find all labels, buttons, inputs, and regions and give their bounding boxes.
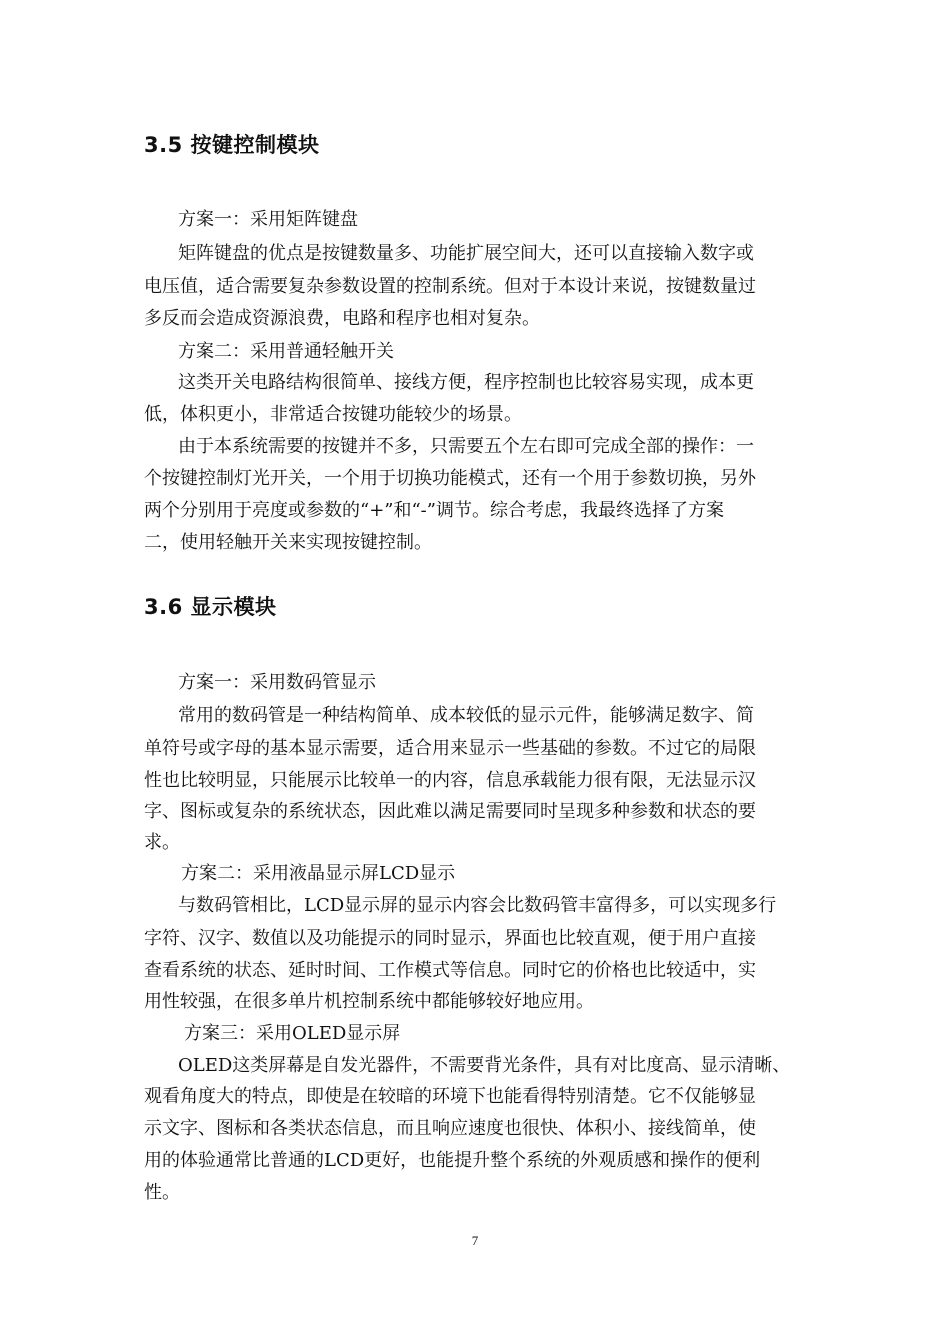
paragraph-line: 性。	[144, 1182, 180, 1203]
paragraph-line: 低，体积更小，非常适合按键功能较少的场景。	[144, 404, 522, 425]
scheme-label: 方案二：采用普通轻触开关	[178, 341, 394, 362]
scheme-label: 方案三：采用OLED显示屏	[184, 1023, 401, 1044]
paragraph-line: 二，使用轻触开关来实现按键控制。	[144, 532, 432, 553]
paragraph-line: 用的体验通常比普通的LCD更好，也能提升整个系统的外观质感和操作的便利	[144, 1150, 761, 1171]
paragraph-line: 示文字、图标和各类状态信息，而且响应速度也很快、体积小、接线简单，使	[144, 1118, 756, 1139]
paragraph-line: 这类开关电路结构很简单、接线方便，程序控制也比较容易实现，成本更	[178, 372, 754, 393]
paragraph-line: 多反而会造成资源浪费，电路和程序也相对复杂。	[144, 308, 540, 329]
paragraph-line: 字、图标或复杂的系统状态，因此难以满足需要同时呈现多种参数和状态的要	[144, 801, 756, 822]
paragraph-line: 字符、汉字、数值以及功能提示的同时显示，界面也比较直观，便于用户直接	[144, 928, 756, 949]
paragraph-line: 矩阵键盘的优点是按键数量多、功能扩展空间大，还可以直接输入数字或	[178, 243, 754, 264]
paragraph-line: 与数码管相比，LCD显示屏的显示内容会比数码管丰富得多，可以实现多行	[178, 895, 777, 916]
scheme-label: 方案一：采用矩阵键盘	[178, 209, 358, 230]
paragraph-line: 用性较强，在很多单片机控制系统中都能够较好地应用。	[144, 991, 594, 1012]
scheme-label: 方案一：采用数码管显示	[178, 672, 376, 693]
paragraph-line: 求。	[144, 832, 180, 853]
paragraph-line: 性也比较明显，只能展示比较单一的内容，信息承载能力很有限，无法显示汉	[144, 770, 756, 791]
paragraph-line: 个按键控制灯光开关，一个用于切换功能模式，还有一个用于参数切换，另外	[144, 468, 756, 489]
paragraph-line: 由于本系统需要的按键并不多，只需要五个左右即可完成全部的操作：一	[178, 436, 754, 457]
paragraph-line: 查看系统的状态、延时时间、工作模式等信息。同时它的价格也比较适中，实	[144, 960, 756, 981]
scheme-label: 方案二：采用液晶显示屏LCD显示	[181, 863, 456, 884]
page-number: 7	[471, 1233, 479, 1248]
section-heading-3-6: 3.6 显示模块	[144, 595, 277, 619]
paragraph-line: 电压值，适合需要复杂参数设置的控制系统。但对于本设计来说，按键数量过	[144, 276, 756, 297]
paragraph-line: 单符号或字母的基本显示需要，适合用来显示一些基础的参数。不过它的局限	[144, 738, 756, 759]
paragraph-line: 观看角度大的特点，即使是在较暗的环境下也能看得特别清楚。它不仅能够显	[144, 1086, 756, 1107]
paragraph-line: OLED这类屏幕是自发光器件，不需要背光条件，具有对比度高、显示清晰、	[178, 1055, 791, 1076]
paragraph-line: 两个分别用于亮度或参数的“+”和“-”调节。综合考虑，我最终选择了方案	[144, 500, 724, 521]
section-heading-3-5: 3.5 按键控制模块	[144, 133, 320, 157]
paragraph-line: 常用的数码管是一种结构简单、成本较低的显示元件，能够满足数字、简	[178, 705, 754, 726]
